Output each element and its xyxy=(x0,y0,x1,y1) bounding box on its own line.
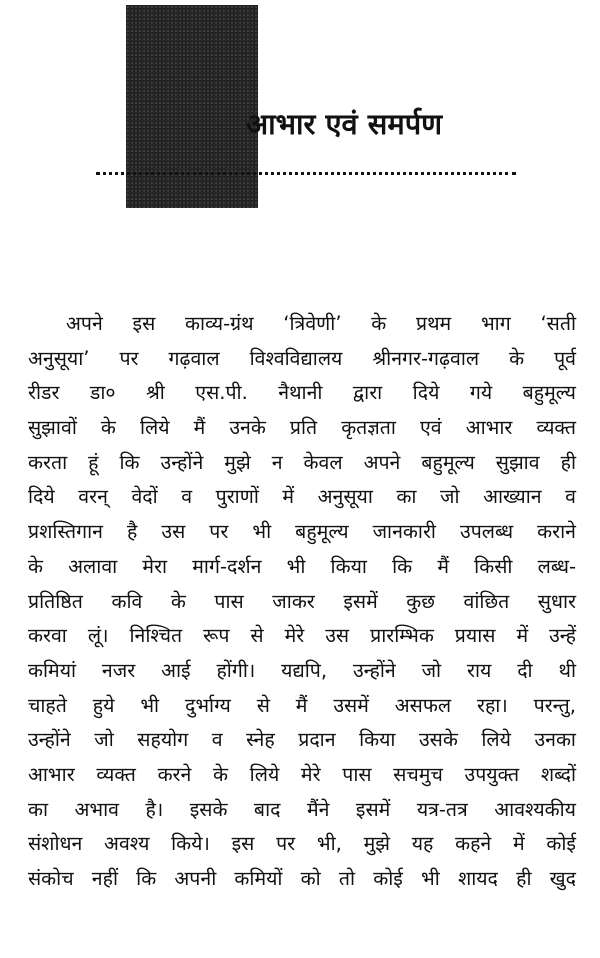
paragraph-line: दिये वरन् वेदों व पुराणों में अनुसूया का जो आख्यान व xyxy=(28,485,576,509)
page-title: आभार एवं समर्पण xyxy=(246,107,443,141)
paragraph-line: के अलावा मेरा मार्ग-दर्शन भी किया कि मैं किसी लब्ध- xyxy=(28,554,576,578)
heading-decorative-block xyxy=(126,5,258,208)
body-paragraph xyxy=(28,307,576,897)
paragraph-line: प्रशस्तिगान है उस पर भी बहुमूल्य जानकारी उपलब्ध कराने xyxy=(28,520,576,544)
paragraph-line: आभार व्यक्त करने के लिये मेरे पास सचमुच उपयुक्त शब्दों xyxy=(28,762,576,786)
paragraph-line: अपने इस काव्य-ग्रंथ ‘त्रिवेणी’ के प्रथम भाग ‘सती xyxy=(66,312,576,335)
paragraph-line: रीडर डा० श्री एस.पी. नैथानी द्वारा दिये गये बहुमूल्य xyxy=(28,381,576,405)
paragraph-line: कमियां नजर आई होंगी। यद्यपि, उन्होंने जो राय दी थी xyxy=(28,658,576,682)
paragraph-line: संकोच नहीं कि अपनी कमियों को तो कोई भी शायद ही खुद xyxy=(28,867,576,890)
paragraph-line: सुझावों के लिये मैं उनके प्रति कृतज्ञता एवं आभार व्यक्त xyxy=(28,416,576,440)
paragraph-line: चाहते हुये भी दुर्भाग्य से मैं उसमें असफल रहा। परन्तु, xyxy=(28,693,576,717)
paragraph-line: प्रतिष्ठित कवि के पास जाकर इसमें कुछ वांछित सुधार xyxy=(28,589,576,613)
title-dotted-divider xyxy=(96,172,516,175)
paragraph-line: करवा लूं। निश्चित रूप से मेरे उस प्रारम्भिक प्रयास में उन्हें xyxy=(28,624,576,648)
paragraph-line: संशोधन अवश्य किये। इस पर भी, मुझे यह कहने में कोई xyxy=(28,832,576,856)
paragraph-line: उन्होंने जो सहयोग व स्नेह प्रदान किया उसके लिये उनका xyxy=(28,728,576,752)
paragraph-line: करता हूं कि उन्होंने मुझे न केवल अपने बहुमूल्य सुझाव ही xyxy=(28,450,576,474)
paragraph-line: का अभाव है। इसके बाद मैंने इसमें यत्र-तत्र आवश्यकीय xyxy=(28,797,576,821)
paragraph-line: अनुसूया’ पर गढ़वाल विश्वविद्यालय श्रीनगर-गढ़वाल के पूर्व xyxy=(28,346,576,370)
